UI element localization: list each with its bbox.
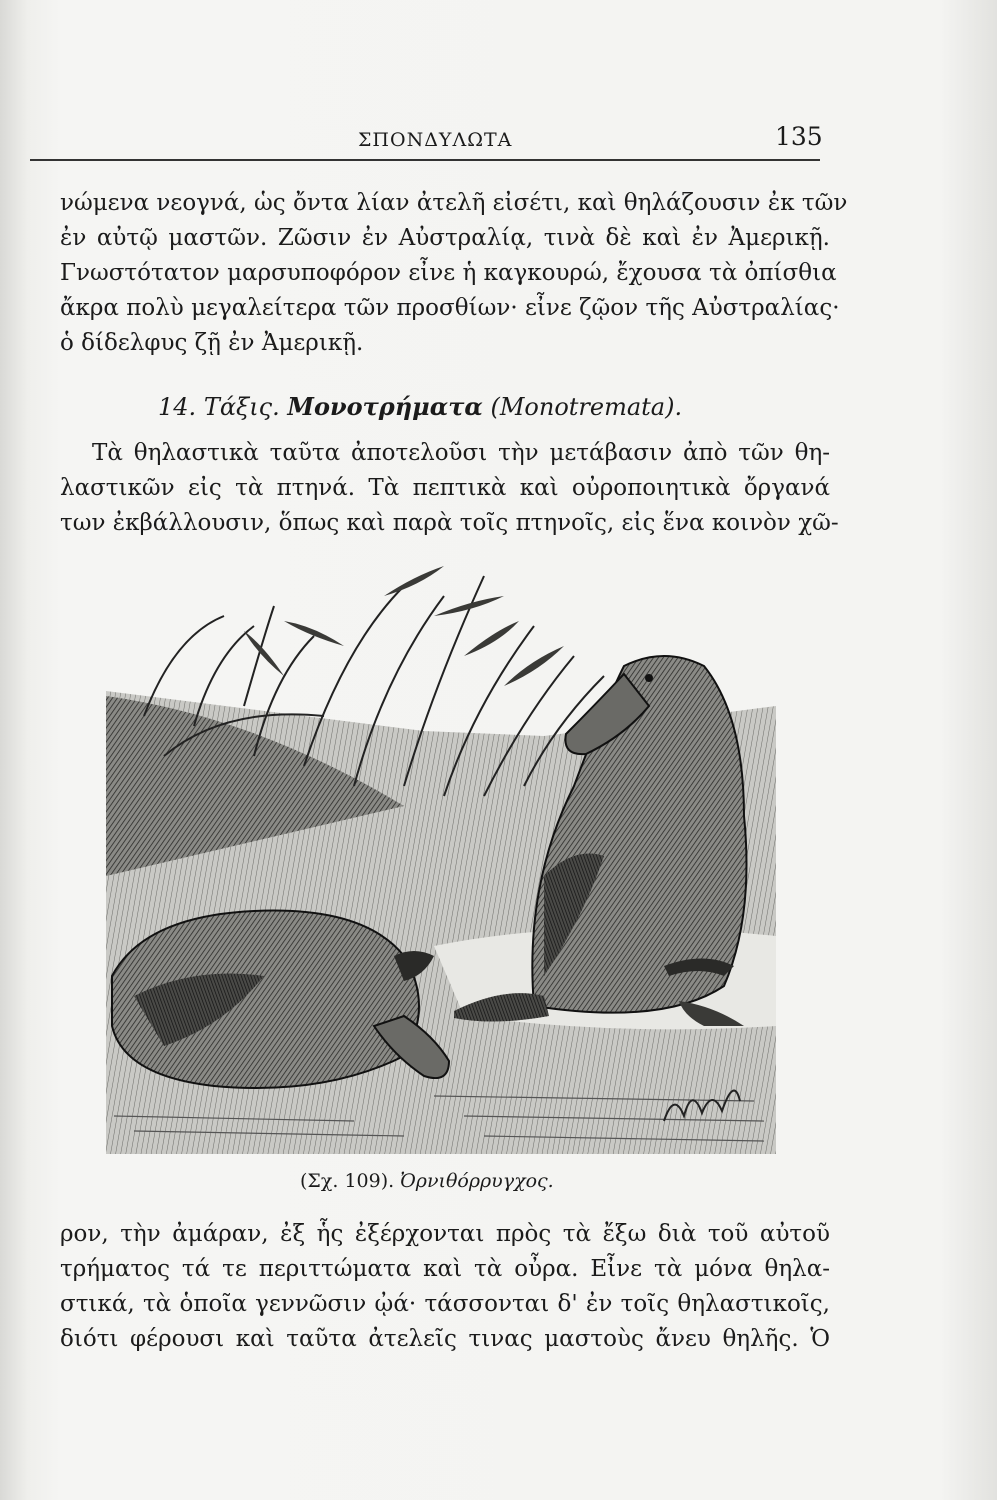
text-line: νώμενα νεογνά, ὡς ὄντα λίαν ἀτελῆ εἰσέτι, καὶ θηλάζουσιν ἐκ τῶν: [60, 190, 848, 216]
text-line: των ἐκβάλλουσιν, ὅπως καὶ παρὰ τοῖς πτηνοῖς, εἰς ἕνα κοινὸν χῶ-: [60, 510, 839, 536]
text-line: διότι φέρουσι καὶ ταῦτα ἀτελεῖς τινας μαστοὺς ἄνευ θηλῆς. Ὁ: [60, 1326, 830, 1352]
platypus-engraving-illustration: [104, 556, 776, 1154]
section-latin-name: (Monotremata).: [490, 393, 683, 421]
page-number: 135: [775, 122, 823, 151]
text-line: ὁ δίδελφυς ζῇ ἐν Ἀμερικῇ.: [60, 330, 364, 356]
section-number: 14.: [158, 393, 197, 421]
text-line: Γνωστότατον μαρσυποφόρον εἶνε ἡ καγκουρώ, ἔχουσα τὰ ὀπίσθια: [60, 260, 837, 286]
section-name: Μονοτρήματα: [287, 392, 483, 421]
figure-caption: [300, 1170, 554, 1192]
text-line: ρον, τὴν ἀμάραν, ἐξ ἧς ἐξέρχονται πρὸς τὰ ἔξω διὰ τοῦ αὐτοῦ: [60, 1221, 830, 1247]
text-line: ἐν αὐτῷ μαστῶν. Ζῶσιν ἐν Αὐστραλίᾳ, τινὰ δὲ καὶ ἐν Ἀμερικῇ.: [60, 225, 830, 251]
running-head: ΣΠΟΝΔΥΛΩΤΑ: [358, 129, 513, 151]
text-line: στικά, τὰ ὁποῖα γεννῶσιν ᾠά· τάσσονται δ' ἐν τοῖς θηλαστικοῖς,: [60, 1291, 830, 1317]
paragraph-3: [60, 1217, 830, 1357]
header-rule: [30, 159, 820, 161]
figure-number: (Σχ. 109).: [300, 1170, 395, 1192]
text-line: ἄκρα πολὺ μεγαλείτερα τῶν προσθίων· εἶνε ζῷον τῆς Αὐστραλίας·: [60, 295, 840, 321]
section-heading: [158, 392, 682, 421]
paragraph-1: [60, 186, 848, 361]
text-line: τρήματος τά τε περιττώματα καὶ τὰ οὖρα. Εἶνε τὰ μόνα θηλα-: [60, 1256, 830, 1282]
text-line: λαστικῶν εἰς τὰ πτηνά. Τὰ πεπτικὰ καὶ οὐροποιητικὰ ὄργανά: [60, 475, 830, 501]
figure-title: Ὀρνιθόρρυγχος.: [400, 1170, 554, 1192]
paragraph-2: [60, 436, 839, 541]
section-label: Τάξις.: [203, 393, 280, 421]
text-line: Τὰ θηλαστικὰ ταῦτα ἀποτελοῦσι τὴν μετάβασιν ἀπὸ τῶν θη-: [92, 440, 830, 466]
